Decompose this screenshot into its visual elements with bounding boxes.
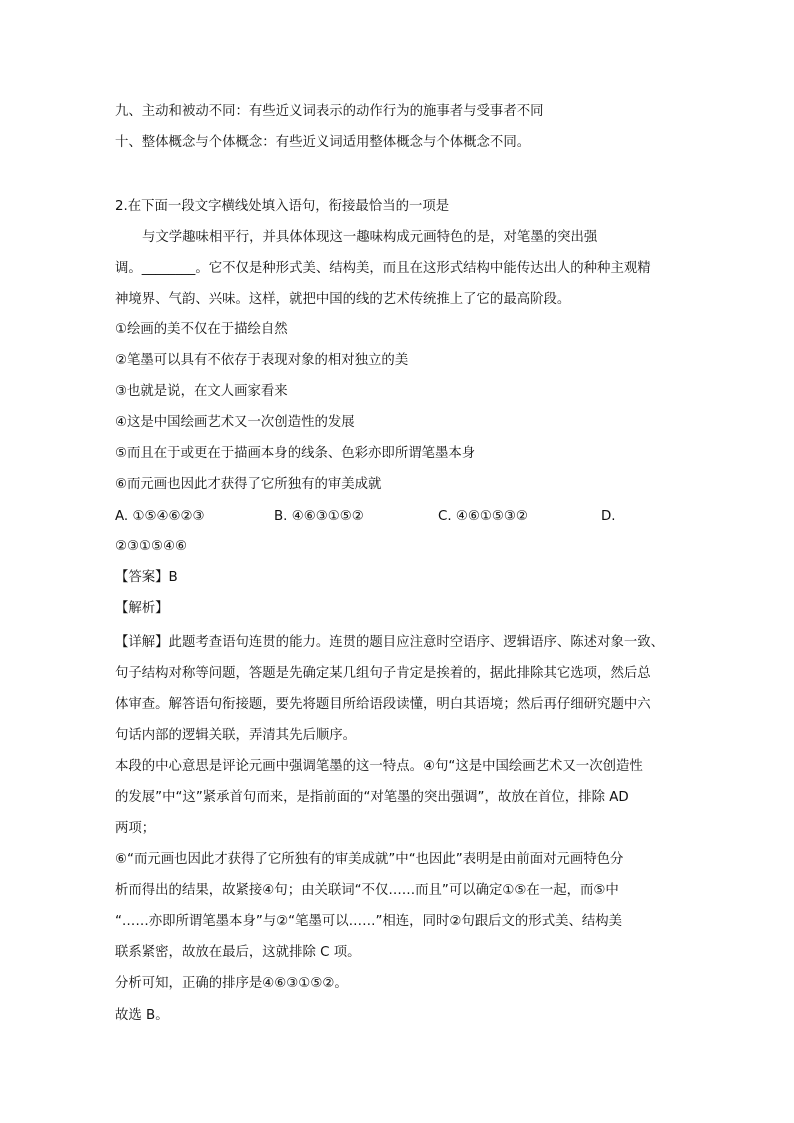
sentence-2: ②笔墨可以具有不依存于表现对象的相对独立的美 — [115, 353, 409, 368]
analysis-label: 【解析】 — [115, 601, 169, 616]
analysis-line: 句话内部的逻辑关联，弄清其先后顺序。 — [115, 728, 357, 743]
sentence-6: ⑥而元画也因此才获得了它所独有的审美成就 — [115, 477, 382, 492]
analysis-line: 体审查。解答语句衔接题，要先将题目所给语段读懂，明白其语境；然后再仔细研究题中六 — [115, 697, 651, 712]
sentence-3: ③也就是说，在文人画家看来 — [115, 384, 288, 399]
passage-line: 与文学趣味相平行，并具体体现这一趣味构成元画特色的是，对笔墨的突出强 — [142, 230, 598, 245]
sentence-4: ④这是中国绘画艺术又一次创造性的发展 — [115, 415, 355, 430]
option-d-label: D. — [601, 509, 616, 524]
option-a: A. ①⑤④⑥②③ — [115, 509, 205, 524]
analysis-line: 的发展”中“这”紧承首句而来，是指前面的“对笔墨的突出强调”，故放在首位，排除 AD — [115, 790, 629, 805]
intro-item-10: 十、整体概念与个体概念：有些近义词适用整体概念与个体概念不同。 — [115, 135, 531, 150]
option-b: B. ④⑥③①⑤② — [274, 509, 364, 524]
option-c: C. ④⑥①⑤③② — [438, 509, 528, 524]
passage-line: 调。________。它不仅是种形式美、结构美，而且在这形式结构中能传达出人的种种主观精 — [115, 261, 651, 276]
analysis-line: 联系紧密，故放在最后，这就排除 C 项。 — [115, 945, 361, 960]
analysis-line: ⑥“而元画也因此才获得了它所独有的审美成就”中“也因此”表明是由前面对元画特色分 — [115, 852, 624, 867]
analysis-line: 句子结构对称等问题，答题是先确定某几组句子肯定是挨着的，据此排除其它选项，然后总 — [115, 666, 651, 681]
sentence-1: ①绘画的美不仅在于描绘自然 — [115, 322, 288, 337]
analysis-line: 故选 B。 — [115, 1008, 169, 1023]
question-title: 2.在下面一段文字横线处填入语句，衔接最恰当的一项是 — [115, 199, 450, 214]
sentence-5: ⑤而且在于或更在于描画本身的线条、色彩亦即所谓笔墨本身 — [115, 446, 476, 461]
analysis-line: 【详解】此题考查语句连贯的能力。连贯的题目应注意时空语序、逻辑语序、陈述对象一致、 — [115, 635, 665, 650]
analysis-line: 分析可知，正确的排序是④⑥③①⑤②。 — [115, 976, 348, 991]
option-d-value: ②③①⑤④⑥ — [115, 539, 188, 554]
analysis-line: 析而得出的结果，故紧接④句；由关联词“不仅……而且”可以确定①⑤在一起，而⑤中 — [115, 883, 619, 898]
intro-item-9: 九、主动和被动不同：有些近义词表示的动作行为的施事者与受事者不同 — [115, 104, 544, 119]
answer-label: 【答案】B — [115, 570, 178, 585]
analysis-line: 本段的中心意思是评论元画中强调笔墨的这一特点。④句“这是中国绘画艺术又一次创造性 — [115, 759, 643, 774]
analysis-line: “……亦即所谓笔墨本身”与②“笔墨可以……”相连，同时②句跟后文的形式美、结构美 — [115, 914, 623, 929]
analysis-line: 两项； — [115, 821, 156, 836]
passage-line: 神境界、气韵、兴味。这样，就把中国的线的艺术传统推上了它的最高阶段。 — [115, 292, 571, 307]
